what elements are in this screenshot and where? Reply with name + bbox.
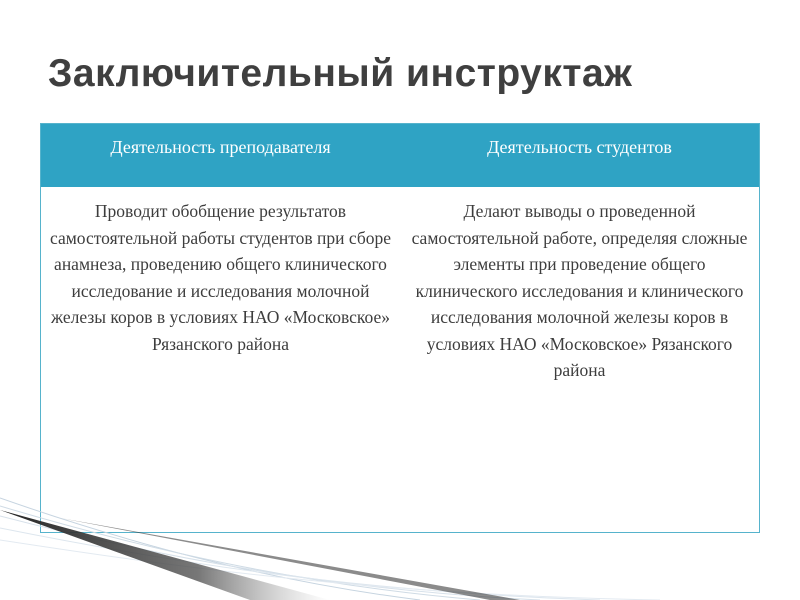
header-teacher-activity: Деятельность преподавателя [110,137,331,157]
header-student-activity: Деятельность студентов [487,137,672,157]
swoosh-dark-stroke [0,510,330,600]
swoosh-lines [0,498,660,600]
slide-title: Заключительный инструктаж [48,52,633,95]
cell-student-activity: Делают выводы о проведенной самостоятельной работе, определяя сложные элементы при проведение общего клинического исследования и клинического исследования молочной железы коров в условиях НАО «Московское» Рязанского района [411,201,748,380]
cell-teacher-activity: Проводит обобщение результатов самостоятельной работы студентов при сборе анамнеза, проведению общего клинического исследование и исследования молочной железы коров в условиях НАО «Московское» Рязанского района [49,201,392,354]
